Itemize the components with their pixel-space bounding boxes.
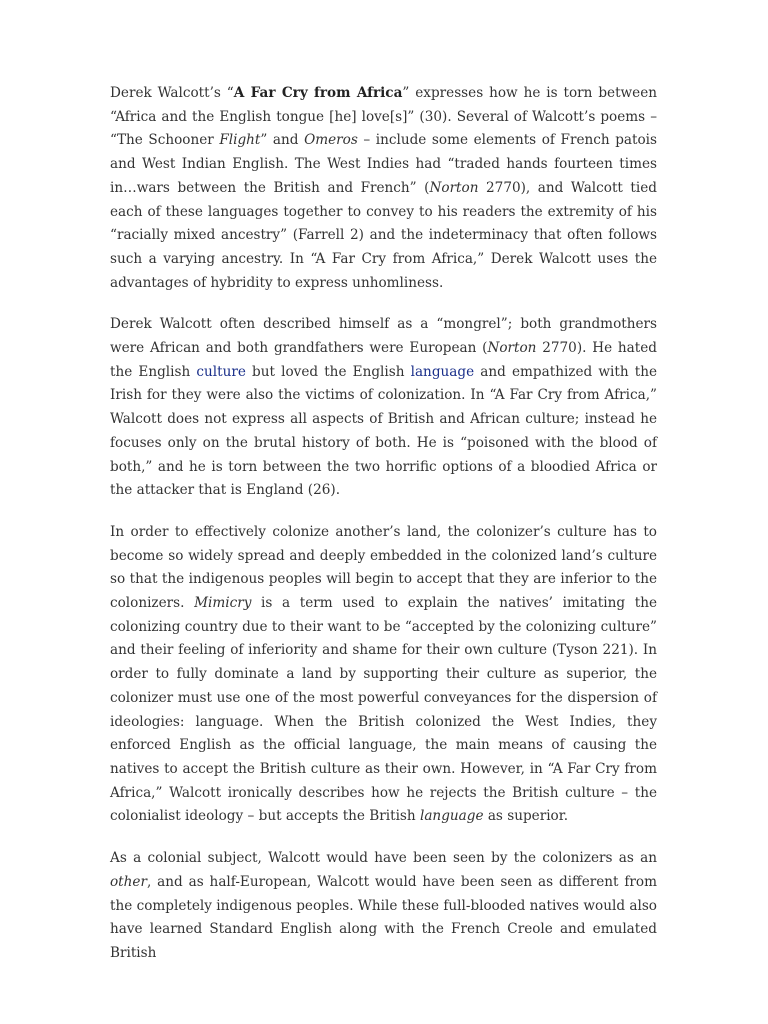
link-culture[interactable]: culture (196, 363, 246, 380)
italic-text: Flight (219, 132, 261, 149)
bold-title-text: A Far Cry from Africa (233, 85, 403, 101)
text-run: as superior. (483, 808, 569, 825)
text-run: In order to effectively colonize another’s land, the colonizer’s culture has to become so widely spread and deeply embedded in the colonized land’s culture so that the indigenous peoples will begin to accept that they are inferior to the colonizers. (110, 523, 657, 612)
italic-text: Mimicry (194, 595, 252, 612)
text-run: Derek Walcott often described himself as a “mongrel”; both grandmothers were African and both grandfathers were European ( (110, 316, 657, 357)
italic-text: other (110, 873, 147, 890)
paragraph-4 (110, 847, 657, 966)
text-run: ” and (260, 132, 305, 149)
text-run: 2770), and Walcott tied each of these languages together to convey to his readers the extremity of his “racially mixed ancestry” (Farrell 2) and the indeterminacy that often follows such a varying ancestry. In “A Far Cry from Africa,” Derek Walcott uses the advantages of hybridity to express unhomliness. (110, 179, 657, 291)
italic-text: language (419, 808, 484, 825)
text-run: is a term used to explain the natives’ imitating the colonizing country due to their want to be “accepted by the colonizing culture” and their feeling of inferiority and shame for their own culture (Tyson 221). In order to fully dominate a land by supporting their culture as superior, the colonizer must use one of the most powerful conveyances for the dispersion of ideologies: language. When the British colonized the West Indies, they enforced English as the official language, the main means of causing the natives to accept the British culture as their own. However, in “A Far Cry from Africa,” Walcott ironically describes how he rejects the British culture – the colonialist ideology – but accepts the British (110, 595, 657, 825)
italic-text: Omeros (304, 132, 358, 149)
italic-text: Norton (487, 340, 537, 357)
link-language[interactable]: language (410, 363, 475, 380)
text-run: – include some elements of French patois and West Indian English. The West Indies had “traded hands fourteen times in…wars between the British and French” ( (110, 132, 657, 196)
text-run: ” expresses how he is torn between “Africa and the English tongue [he] love[s]” (30). Several of Walcott’s poems – “The Schooner (110, 85, 658, 149)
text-run: 2770). He hated the English (110, 340, 657, 380)
paragraph-1 (110, 82, 657, 295)
text-run: and empathized with the Irish for they were also the victims of colonization. In “A Far Cry from Africa,” Walcott does not express all aspects of British and African culture; instead he focuses only on the brutal history of both. He is “poisoned with the blood of both,” and he is torn between the two horrific options of a bloodied Africa or the attacker that is England (26). (110, 363, 657, 499)
text-run: Derek Walcott’s “ (110, 85, 234, 101)
text-run: but loved the English (245, 363, 411, 380)
document-page (110, 82, 657, 966)
text-run: As a colonial subject, Walcott would have been seen by the colonizers as an (110, 850, 657, 867)
text-run: , and as half-European, Walcott would have been seen as different from the completely indigenous peoples. While these full-blooded natives would also have learned Standard English along with the French Creole and emulated British (110, 873, 657, 961)
italic-text: Norton (429, 179, 479, 196)
paragraph-2 (110, 313, 657, 503)
paragraph-3 (110, 521, 657, 829)
